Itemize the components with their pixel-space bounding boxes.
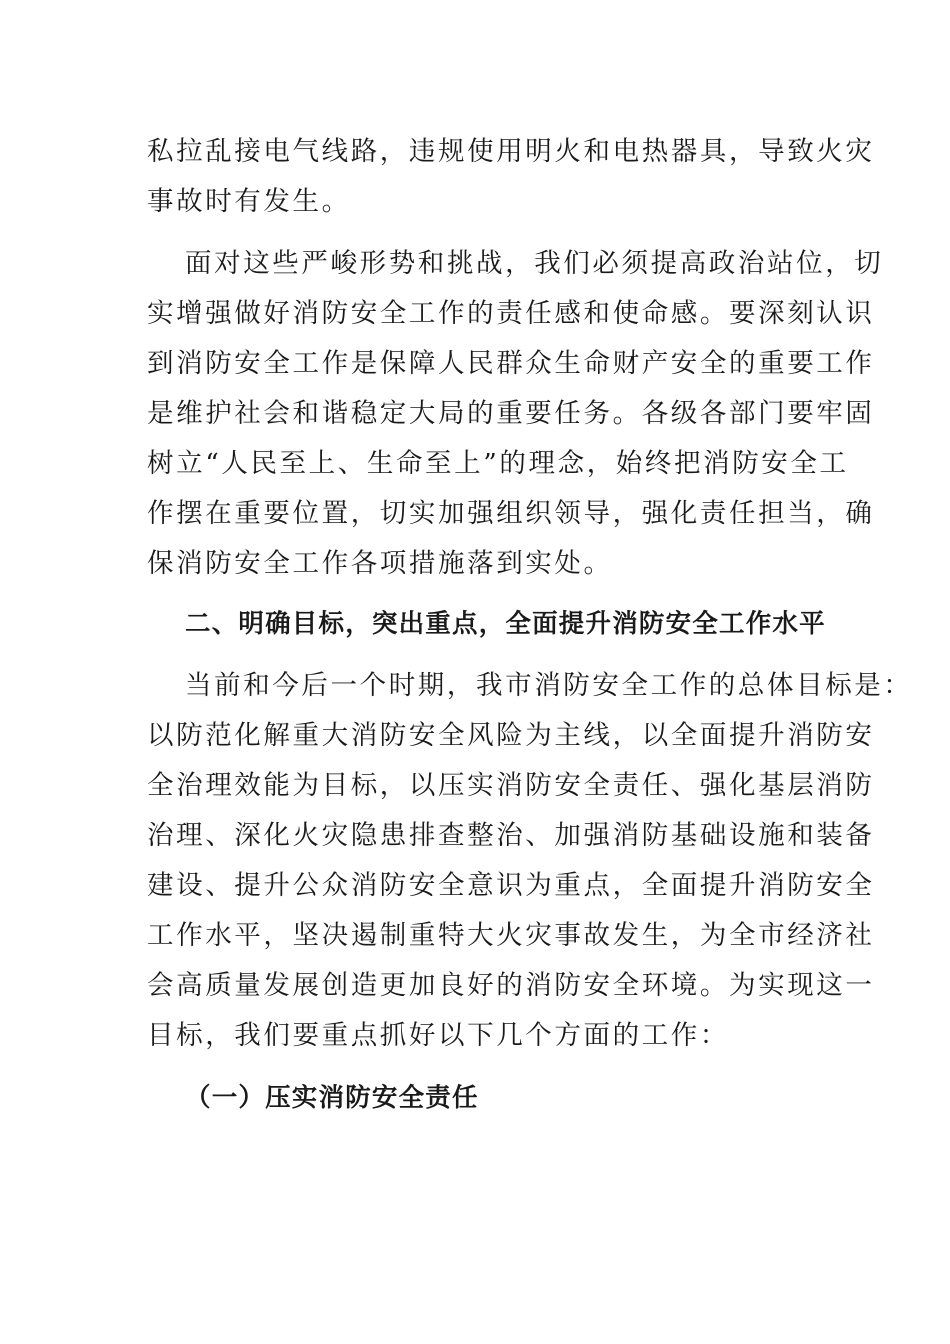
paragraph-line: 以防范化解重大消防安全风险为主线，以全面提升消防安 xyxy=(147,720,875,751)
paragraph-line: 建设、提升公众消防安全意识为重点，全面提升消防安全 xyxy=(147,870,875,901)
paragraph-line: 会高质量发展创造更加良好的消防安全环境。为实现这一 xyxy=(147,970,875,1001)
sub-heading: （一）压实消防安全责任 xyxy=(185,1083,479,1113)
paragraph-line: 实增强做好消防安全工作的责任感和使命感。要深刻认识 xyxy=(147,298,875,329)
paragraph-line: 树立“人民至上、生命至上”的理念，始终把消防安全工 xyxy=(147,448,849,479)
paragraph-line: 事故时有发生。 xyxy=(147,186,351,217)
paragraph-line: 当前和今后一个时期，我市消防安全工作的总体目标是： xyxy=(185,670,913,701)
paragraph-line: 保消防安全工作各项措施落到实处。 xyxy=(147,548,613,579)
section-heading: 二、明确目标，突出重点，全面提升消防安全工作水平 xyxy=(185,609,826,639)
paragraph-line: 私拉乱接电气线路，违规使用明火和电热器具，导致火灾 xyxy=(147,136,875,167)
paragraph-line: 工作水平，坚决遏制重特大火灾事故发生，为全市经济社 xyxy=(147,920,875,951)
paragraph-line: 到消防安全工作是保障人民群众生命财产安全的重要工作 xyxy=(147,348,875,379)
paragraph-line: 是维护社会和谐稳定大局的重要任务。各级各部门要牢固 xyxy=(147,398,875,429)
paragraph-line: 治理、深化火灾隐患排查整治、加强消防基础设施和装备 xyxy=(147,820,875,851)
paragraph-line: 全治理效能为目标，以压实消防安全责任、强化基层消防 xyxy=(147,770,875,801)
paragraph-line: 面对这些严峻形势和挑战，我们必须提高政治站位，切 xyxy=(185,248,884,279)
paragraph-line: 目标，我们要重点抓好以下几个方面的工作： xyxy=(147,1020,729,1051)
paragraph-line: 作摆在重要位置，切实加强组织领导，强化责任担当，确 xyxy=(147,498,875,529)
